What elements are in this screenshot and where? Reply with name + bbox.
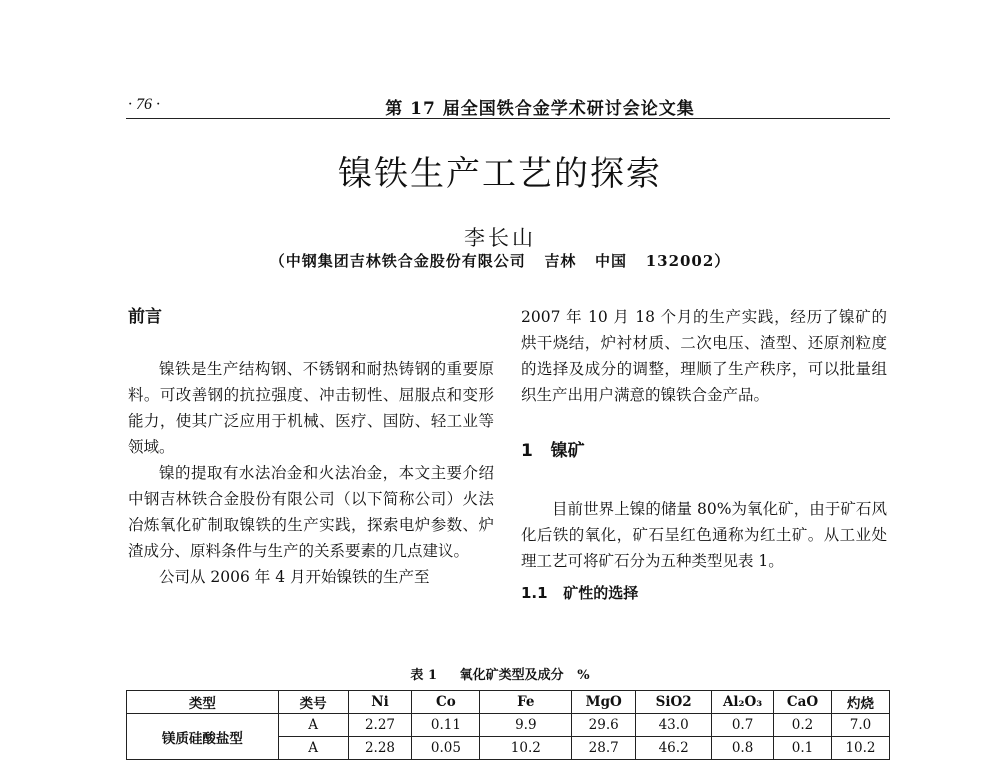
table-cell: 2.27 [348, 714, 412, 737]
table-cell: 7.0 [831, 714, 889, 737]
column-header: Al₂O₃ [712, 691, 774, 714]
table-cell: 10.2 [831, 737, 889, 760]
column-header: Ni [348, 691, 412, 714]
column-header: Fe [480, 691, 572, 714]
table-cell: 0.11 [412, 714, 480, 737]
table-caption: 表 1 氧化矿类型及成分 % [410, 668, 590, 683]
paragraph: 目前世界上镍的储量 80%为氧化矿，由于矿石风化后铁的氧化，矿石呈红色通称为红土矿。从工业处理工艺可将矿石分为五种类型见表 1。 [521, 500, 887, 570]
table-cell: 10.2 [480, 737, 572, 760]
right-column [521, 304, 887, 606]
header-rule [126, 118, 890, 119]
column-header: MgO [572, 691, 636, 714]
subsection-heading: 1.1 矿性的选择 [521, 584, 639, 602]
column-header: 灼烧 [831, 691, 889, 714]
table-cell: 0.05 [412, 737, 480, 760]
paragraph-continuation: 2007 年 10 月 18 个月的生产实践，经历了镍矿的烘干烧结，炉衬材质、二次电压、渣型、还原剂粒度的选择及成分的调整，理顺了生产秩序，可以批量组织生产出用户满意的镍铁合金产品。 [521, 308, 887, 404]
table-cell: A [278, 737, 348, 760]
table-cell: 0.8 [712, 737, 774, 760]
ore-composition-table [126, 690, 890, 760]
table-header-row [127, 691, 890, 714]
table-cell: 2.28 [348, 737, 412, 760]
paper-title: 镍铁生产工艺的探索 [338, 154, 662, 194]
affiliation: （中钢集团吉林铁合金股份有限公司 吉林 中国 132002） [269, 252, 731, 270]
table-cell: 46.2 [636, 737, 712, 760]
section-heading-nickel-ore: 1 镍矿 [521, 441, 585, 461]
table-cell: 28.7 [572, 737, 636, 760]
table-cell: 0.2 [774, 714, 832, 737]
column-header: 类号 [278, 691, 348, 714]
table-cell: 43.0 [636, 714, 712, 737]
running-title: 第 17 届全国铁合金学术研讨会论文集 [385, 99, 695, 119]
paragraph: 镍铁是生产结构钢、不锈钢和耐热铸钢的重要原料。可改善钢的抗拉强度、冲击韧性、屈服点和变形能力，使其广泛应用于机械、医疗、国防、轻工业等领域。 [128, 360, 494, 456]
column-header: CaO [774, 691, 832, 714]
column-header: 类型 [127, 691, 279, 714]
column-header: SiO2 [636, 691, 712, 714]
table-cell: A [278, 714, 348, 737]
table-cell: 0.1 [774, 737, 832, 760]
column-header: Co [412, 691, 480, 714]
table-row [127, 714, 890, 737]
paragraph: 镍的提取有水法冶金和火法冶金，本文主要介绍中钢吉林铁合金股份有限公司（以下简称公司）火法冶炼氧化矿制取镍铁的生产实践，探索电炉参数、炉渣成分、原料条件与生产的关系要素的几点建议。 [128, 464, 494, 560]
author: 李长山 [464, 226, 536, 250]
table-cell: 9.9 [480, 714, 572, 737]
group-label-cell: 镁质硅酸盐型 [127, 714, 279, 760]
section-heading-preface: 前言 [128, 307, 162, 327]
table-cell: 29.6 [572, 714, 636, 737]
left-column [128, 304, 494, 590]
page-number: · 76 · [128, 96, 160, 113]
paragraph: 公司从 2006 年 4 月开始镍铁的生产至 [159, 568, 430, 586]
table-cell: 0.7 [712, 714, 774, 737]
